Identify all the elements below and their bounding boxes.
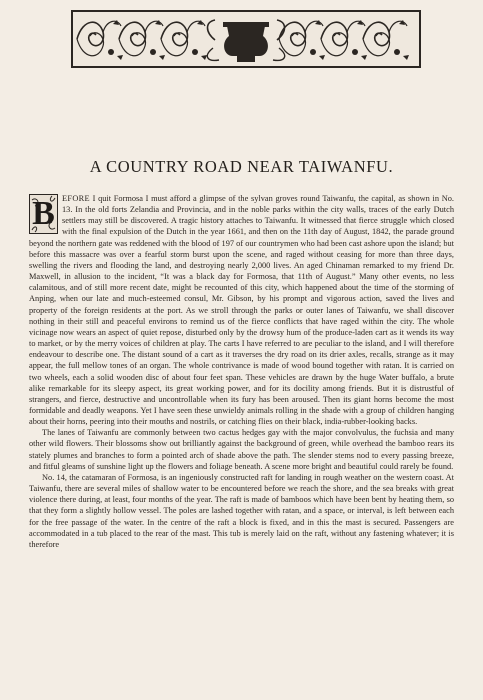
article-body <box>29 193 454 550</box>
first-word-rest: EFORE <box>62 194 90 203</box>
paragraph-1-text: I quit Formosa I must afford a glimpse of the sylvan groves round Taiwanfu, the capital, as shown in No. 13. In the old forts Zelandia and Provincia, and in the noble parks within the city walls, traces of the early Dutch settlers may still be discovered. A tragic history attaches to Taiwanfu. It witnessed that fierce struggle which closed with the final expulsion of the Dutch in the year 1661, and then on the 11th day of August, 1842, the parade ground beyond the northern gate was reddened with the blood of 197 of our countrymen who had been cast ashore upon the island; but before this massacre was over a fearful storm burst upon the scene, and raged without ceasing for more than three days, swelling the rivers and flooding the land, and destroying nearly 2,000 lives. An aged Chinaman remarked to my friend Dr. Maxwell, in allusion to the incident, “It was a black day for Formosa, that 11th of August.” Many other events, no less calamitous, and of still more recent date, might be recounted of this city, which happened about the time of the storming of Anping, when our late and much-esteemed consul, Mr. Gibson, by his prompt and vigorous action, saved the lives and property of the foreign residents at the port. As we stroll through the parks or outer lanes of Taiwanfu, we shall discover nothing in their still and peaceful environs to remind us of the fierce conflicts that have raged within the city. The whole vicinage now wears an aspect of quiet repose, disturbed only by the drowsy hum of the produce-laden cart as it wends its way to market, or by the merry voices of children at play. The carts I have referred to are peculiar to the island, and I will therefore endeavour to describe one. The distant sound of a cart as it traverses the dry road on its drier axles, recalls, strange as it may appear, the full mellow tones of an organ. The whole contrivance is made of wood bound together with ratan. It is carried on two wheels, each a solid wooden disc of about four feet span. These vehicles are drawn by the huge Water buffalo, a brute alike remarkable for its sleepy aspect, its great working power, and for its docility among friends. But it is distrustful of strangers, and fierce, destructive and uncontrollable when its fury has been aroused. Then its giant horns become the most formidable and deadly weapons. Yet I have seen these unwieldy animals rolling in the shade with a group of children hanging about their horns, peering into their mouths and nostrils, or catching flies on their black, india-rubber-looking backs. <box>29 194 454 427</box>
decorative-dropcap <box>29 194 58 234</box>
dropcap-letter: B <box>32 195 55 232</box>
page-title: A COUNTRY ROAD NEAR TAIWANFU. <box>89 157 394 176</box>
paragraph-1 <box>29 193 454 427</box>
floral-ornament-icon <box>73 12 419 66</box>
ornamental-header-band <box>71 10 421 68</box>
paragraph-3: No. 14, the catamaran of Formosa, is an ingeniously constructed raft for landing in rough weather on the western coast. At Taiwanfu, there are several miles of shallow water to be encountered before we reach the shore, and the sea breaks with great violence there during, at least, four months of the year. The raft is made of bamboos which have been bent by heating them, so that they form a slightly hollow vessel. The poles are lashed together with ratan, and a space, or interval, is left between each for the free passage of the water. In the centre of the raft a block is fixed, and in this the mast is secured. Passengers are accommodated in a tub placed to the rear of the mast. This tub is merely laid on the raft, without any fastening whatever; it is therefore <box>29 472 454 549</box>
paragraph-2: The lanes of Taiwanfu are commonly between two cactus hedges gay with the major convolvulus, the fuchsia and many other wild flowers. Their blossoms show out brilliantly against the background of green, while overhead the bamboo rears its stately plumes and branches to form a pointed arch of shade above the path. The slender stems nod to every passing breeze, and fitful gleams of sunshine light up the flowers and foliage beneath. A scene more bright and beautiful could rarely be found. <box>29 428 454 471</box>
